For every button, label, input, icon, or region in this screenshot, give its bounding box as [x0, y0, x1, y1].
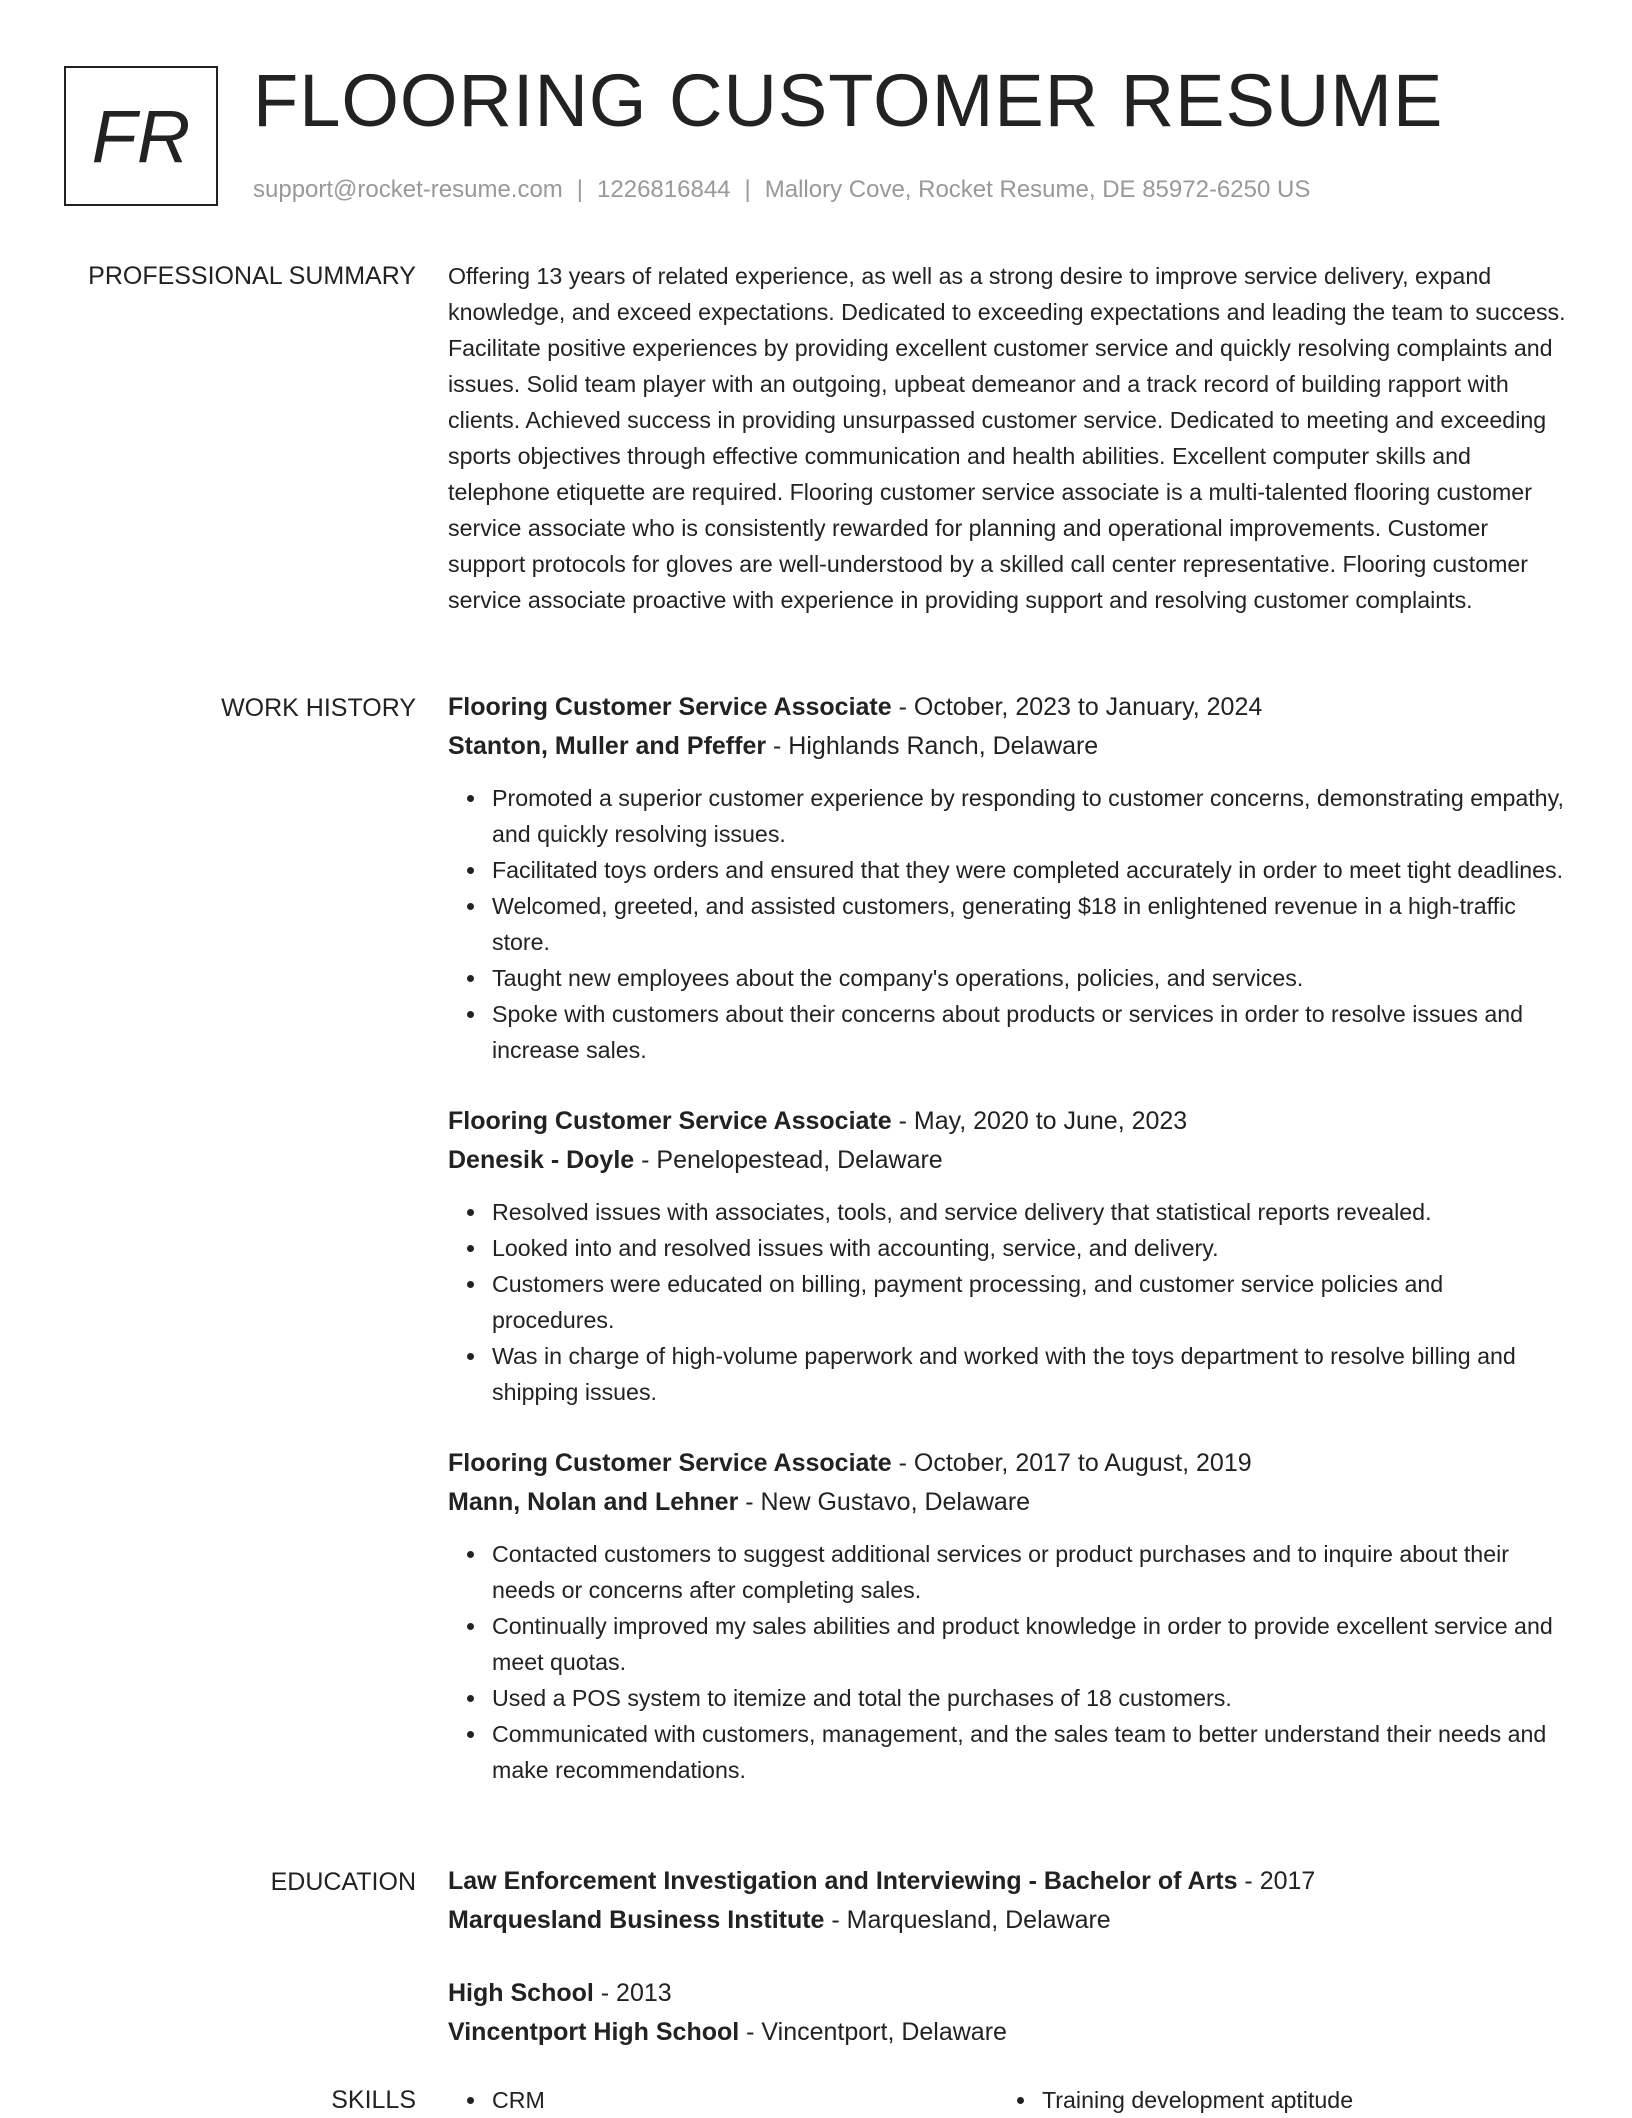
job-entry [448, 1444, 1568, 1788]
contact-line [253, 174, 1310, 206]
school-name: Marquesland Business Institute [448, 1906, 825, 1934]
bullet-item: Contacted customers to suggest additional services or product purchases and to inquire about their needs or concerns after completing sales. [492, 1536, 1568, 1608]
job-bullets [448, 1194, 1568, 1410]
contact-phone: 1226816844 [597, 176, 731, 203]
job-dates: - October, 2023 to January, 2024 [891, 693, 1263, 721]
job-location: - New Gustavo, Delaware [738, 1488, 1031, 1516]
monogram-initials: FR [91, 94, 191, 178]
bullet-item: Spoke with customers about their concerns about products or services in order to resolve issues and increase sales. [492, 996, 1568, 1068]
bullet-item: Used a POS system to itemize and total the purchases of 18 customers. [492, 1680, 1568, 1716]
skills-list-right [998, 2082, 1548, 2118]
section-label-work-history: WORK HISTORY [221, 694, 416, 722]
school-name: Vincentport High School [448, 2018, 740, 2046]
bullet-item: Welcomed, greeted, and assisted customers, generating $18 in enlightened revenue in a high-traffic store. [492, 888, 1568, 960]
job-bullets [448, 1536, 1568, 1788]
bullet-item: Facilitated toys orders and ensured that they were completed accurately in order to meet tight deadlines. [492, 852, 1568, 888]
skills-list-left [448, 2082, 998, 2118]
contact-separator: | [576, 176, 584, 203]
degree-year: - 2013 [593, 1979, 672, 2007]
summary-text: Offering 13 years of related experience, as well as a strong desire to improve service delivery, expand knowledge, and exceed expectations. Dedicated to exceeding expectations and leading the team to success. Facilitate positive experiences by providing excellent customer service and quickly resolving complaints and issues. Solid team player with an outgoing, upbeat demeanor and a track record of building rapport with clients. Achieved success in providing unsurpassed customer service. Dedicated to meeting and exceeding sports objectives through effective communication and health abilities. Excellent computer skills and telephone etiquette are required. Flooring customer service associate is a multi-talented flooring customer service associate who is consistently rewarded for planning and operational improvements. Customer support protocols for gloves are well-understood by a skilled call center representative. Flooring customer service associate proactive with experience in providing support and resolving customer complaints. [448, 263, 1566, 613]
job-title-line [448, 1102, 1568, 1141]
degree-year: - 2017 [1237, 1867, 1316, 1895]
section-label-education: EDUCATION [270, 1868, 416, 1896]
bullet-item: Promoted a superior customer experience by responding to customer concerns, demonstrating empathy, and quickly resolving issues. [492, 780, 1568, 852]
bullet-item: Was in charge of high-volume paperwork and worked with the toys department to resolve billing and shipping issues. [492, 1338, 1568, 1410]
job-location: - Penelopestead, Delaware [634, 1146, 943, 1174]
education-body [448, 1862, 1568, 2086]
degree-name: Law Enforcement Investigation and Interviewing - Bachelor of Arts [448, 1867, 1238, 1895]
job-company-line [448, 727, 1568, 766]
bullet-item: Continually improved my sales abilities and product knowledge in order to provide excellent service and meet quotas. [492, 1608, 1568, 1680]
education-entry [448, 1862, 1568, 1940]
school-location: - Vincentport, Delaware [739, 2018, 1007, 2046]
section-label-skills: SKILLS [331, 2086, 416, 2114]
skill-item: CRM [492, 2082, 998, 2118]
degree-line [448, 1974, 1568, 2013]
bullet-item: Looked into and resolved issues with accounting, service, and delivery. [492, 1230, 1568, 1266]
school-location: - Marquesland, Delaware [824, 1906, 1111, 1934]
degree-name: High School [448, 1979, 594, 2007]
job-title-line [448, 688, 1568, 727]
school-line [448, 1901, 1568, 1940]
bullet-item: Resolved issues with associates, tools, and service delivery that statistical reports revealed. [492, 1194, 1568, 1230]
school-line [448, 2013, 1568, 2052]
bullet-item: Taught new employees about the company's operations, policies, and services. [492, 960, 1568, 996]
job-company: Mann, Nolan and Lehner [448, 1488, 739, 1516]
job-company-line [448, 1141, 1568, 1180]
work-history-body [448, 688, 1568, 1822]
skills-column-left [448, 2082, 998, 2118]
job-company: Denesik - Doyle [448, 1146, 635, 1174]
contact-email: support@rocket-resume.com [253, 176, 563, 203]
skills-grid [448, 2082, 1568, 2118]
job-company-line [448, 1483, 1568, 1522]
job-entry [448, 688, 1568, 1068]
education-entry [448, 1974, 1568, 2052]
job-title-line [448, 1444, 1568, 1483]
job-bullets [448, 780, 1568, 1068]
job-title: Flooring Customer Service Associate [448, 1107, 892, 1135]
job-dates: - October, 2017 to August, 2019 [891, 1449, 1252, 1477]
job-entry [448, 1102, 1568, 1410]
job-company: Stanton, Muller and Pfeffer [448, 732, 767, 760]
monogram-box [64, 66, 218, 206]
bullet-item: Communicated with customers, management, and the sales team to better understand their needs and make recommendations. [492, 1716, 1568, 1788]
contact-address: Mallory Cove, Rocket Resume, DE 85972-6250 US [764, 176, 1311, 203]
bullet-item: Customers were educated on billing, payment processing, and customer service policies and procedures. [492, 1266, 1568, 1338]
resume-title: FLOORING CUSTOMER RESUME [253, 59, 1444, 142]
section-label-summary: PROFESSIONAL SUMMARY [88, 262, 416, 290]
degree-line [448, 1862, 1568, 1901]
summary-body [448, 258, 1568, 618]
skills-body [448, 2082, 1568, 2118]
skills-column-right [998, 2082, 1548, 2118]
skill-item: Training development aptitude [1042, 2082, 1548, 2118]
job-title: Flooring Customer Service Associate [448, 1449, 892, 1477]
job-dates: - May, 2020 to June, 2023 [891, 1107, 1188, 1135]
job-title: Flooring Customer Service Associate [448, 693, 892, 721]
contact-separator: | [744, 176, 751, 203]
job-location: - Highlands Ranch, Delaware [766, 732, 1099, 760]
